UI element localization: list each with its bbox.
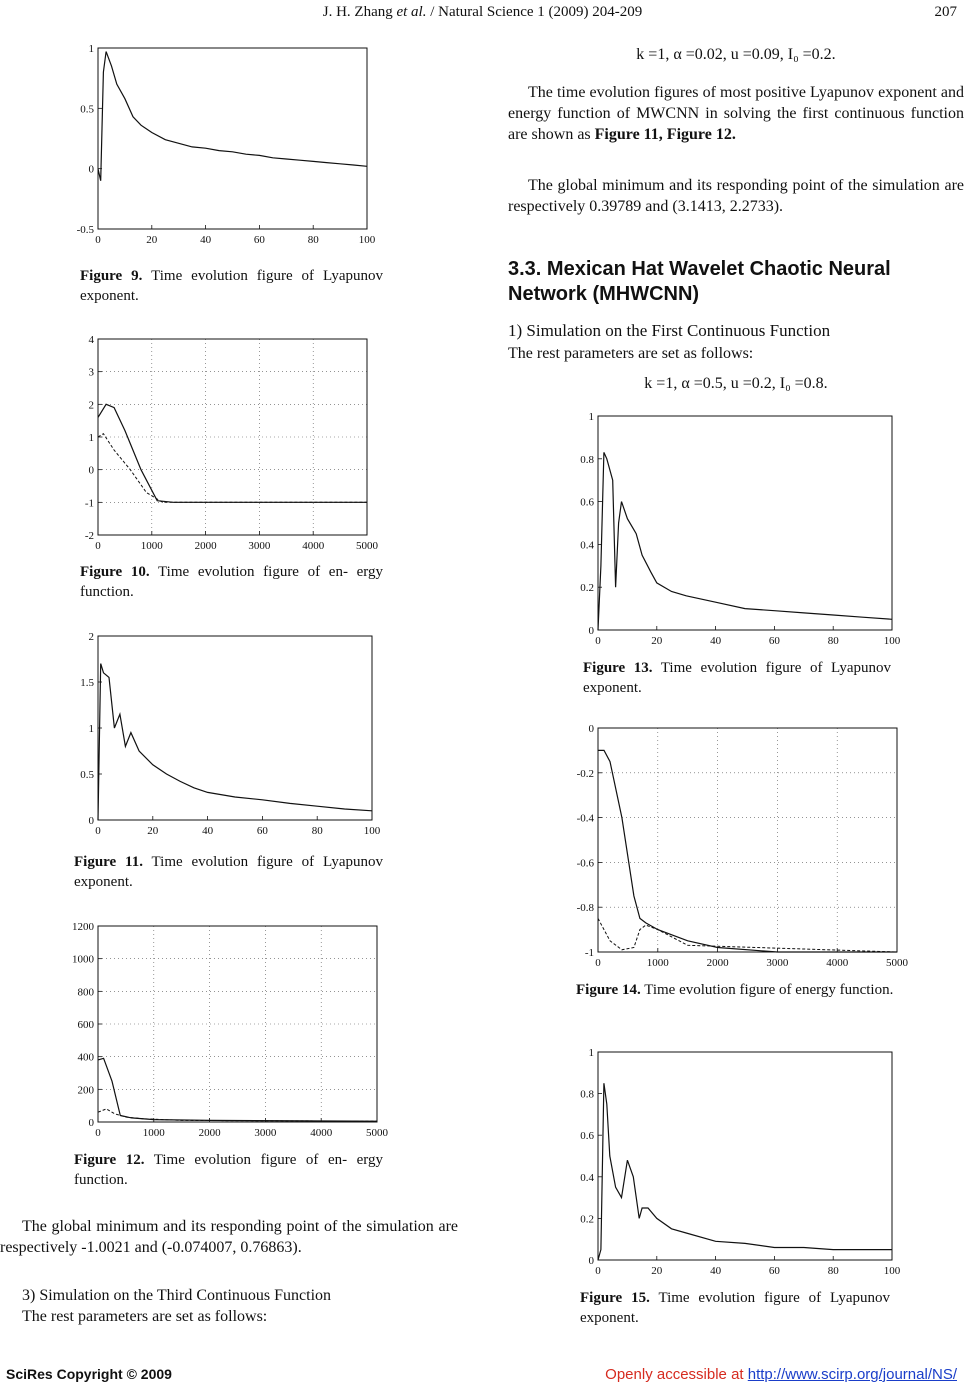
plot-frame	[598, 416, 892, 630]
y-tick-label: -1	[84, 497, 94, 510]
x-tick-label: 4000	[826, 957, 849, 969]
y-tick-label: 800	[77, 986, 94, 999]
figure-11-caption: Figure 11. Time evolution figure of Lyapunov exponent.	[74, 854, 383, 890]
y-tick-label: -0.8	[576, 902, 594, 915]
y-tick-label: -0.5	[76, 224, 94, 236]
y-tick-label: 0.2	[580, 1213, 594, 1226]
x-tick-label: 60	[256, 825, 268, 837]
x-tick-label: 3000	[766, 957, 789, 969]
x-tick-label: 5000	[356, 540, 378, 552]
y-tick-label: 1	[88, 432, 94, 444]
x-tick-label: 0	[595, 957, 601, 969]
series-line	[98, 52, 367, 181]
y-tick-label: 1	[88, 43, 94, 55]
x-tick-label: 20	[651, 635, 663, 647]
x-tick-label: 60	[768, 635, 780, 647]
y-tick-label: 1200	[72, 921, 94, 933]
y-tick-label: 1	[588, 411, 594, 423]
x-tick-label: 100	[363, 825, 381, 837]
x-tick-label: 20	[147, 825, 159, 837]
x-tick-label: 0	[95, 825, 101, 837]
x-tick-label: 40	[200, 234, 212, 246]
x-tick-label: 1000	[142, 1127, 165, 1139]
fig12-svg	[60, 920, 388, 1142]
y-tick-label: -0.6	[576, 857, 594, 870]
plot-frame	[98, 926, 377, 1122]
figure-14-chart	[560, 722, 908, 972]
figure-13-chart	[560, 410, 900, 650]
plot-frame	[598, 1052, 892, 1260]
fig11-svg	[60, 630, 380, 840]
y-tick-label: 400	[77, 1051, 94, 1064]
figure-11-chart	[60, 630, 380, 840]
para-third-function: 3) Simulation on the Third Continuous Function	[22, 1287, 332, 1304]
x-tick-label: 40	[710, 635, 722, 647]
para-right-global-minimum: The global minimum and its responding point of the simulation are respectively 0.39789 and (3.1413, 2.2733).	[508, 177, 964, 215]
journal-link[interactable]: http://www.scirp.org/journal/NS/	[747, 1366, 957, 1383]
x-tick-label: 20	[146, 234, 158, 246]
x-tick-label: 0	[595, 635, 601, 647]
series-line	[598, 918, 897, 952]
y-tick-label: 0	[88, 815, 94, 827]
x-tick-label: 40	[710, 1265, 722, 1277]
x-tick-label: 4000	[302, 540, 325, 552]
fig9-svg	[60, 42, 375, 249]
y-tick-label: -0.2	[576, 767, 594, 780]
series-line	[98, 1109, 377, 1121]
y-tick-label: 0.4	[580, 539, 594, 552]
y-tick-label: 2	[88, 399, 94, 412]
page-number: 207	[934, 4, 957, 20]
running-head: J. H. Zhang et al. / Natural Science 1 (2009) 204-209	[322, 4, 643, 20]
y-tick-label: 1	[88, 723, 94, 735]
figure-10-chart	[60, 333, 378, 555]
series-line	[598, 1083, 892, 1260]
y-tick-label: 4	[88, 334, 94, 346]
section-heading: 3.3. Mexican Hat Wavelet Chaotic Neural Network (MHWCNN)	[508, 258, 891, 305]
figure-9-caption: Figure 9. Time evolution figure of Lyapunov exponent.	[80, 268, 383, 304]
equation-params-1: k =1, α =0.02, u =0.09, I₀ =0.2.	[636, 46, 836, 63]
y-tick-label: 0	[588, 723, 594, 735]
x-tick-label: 5000	[886, 957, 908, 969]
y-tick-label: 600	[77, 1019, 94, 1031]
x-tick-label: 3000	[254, 1127, 277, 1139]
series-line	[98, 1058, 377, 1121]
y-tick-label: 0.5	[80, 103, 94, 116]
x-tick-label: 80	[827, 635, 839, 647]
x-tick-label: 1000	[646, 957, 669, 969]
x-tick-label: 2000	[706, 957, 729, 969]
series-line	[98, 664, 372, 820]
x-tick-label: 4000	[310, 1127, 333, 1139]
y-tick-label: 3	[88, 366, 94, 379]
y-tick-label: 0	[588, 1255, 594, 1267]
figure-9-chart	[60, 42, 375, 249]
x-tick-label: 0	[95, 234, 101, 246]
x-tick-label: 1000	[140, 540, 163, 552]
y-tick-label: -0.4	[576, 812, 594, 825]
y-tick-label: 200	[77, 1084, 94, 1097]
figure-12-caption: Figure 12. Time evolution figure of en- ergy function.	[74, 1152, 383, 1188]
x-tick-label: 100	[883, 635, 901, 647]
y-tick-label: 1000	[72, 953, 94, 966]
para-left-rest-params: The rest parameters are set as follows:	[22, 1308, 268, 1325]
series-line	[598, 452, 892, 630]
x-tick-label: 20	[651, 1265, 663, 1277]
x-tick-label: 3000	[248, 540, 271, 552]
series-line	[598, 750, 897, 952]
series-line	[98, 434, 367, 503]
y-tick-label: 0.5	[80, 769, 94, 781]
y-tick-label: 0.8	[580, 453, 594, 466]
y-tick-label: -1	[584, 947, 594, 959]
figure-12-chart	[60, 920, 388, 1142]
y-tick-label: 0.6	[580, 1130, 594, 1143]
series-line	[98, 404, 367, 502]
y-tick-label: 2	[88, 631, 94, 643]
figure-15-caption: Figure 15. Time evolution figure of Lyapunov exponent.	[580, 1290, 890, 1326]
y-tick-label: 1	[588, 1047, 594, 1059]
para-first-function: 1) Simulation on the First Continuous Function	[508, 321, 831, 340]
plot-frame	[98, 636, 372, 820]
figure-14-caption: Figure 14. Time evolution figure of energy function.	[576, 982, 894, 998]
y-tick-label: 1.5	[80, 677, 94, 689]
x-tick-label: 100	[358, 234, 376, 246]
y-tick-label: -2	[84, 530, 94, 542]
fig14-svg	[560, 722, 908, 972]
x-tick-label: 2000	[198, 1127, 221, 1139]
y-tick-label: 0.8	[580, 1088, 594, 1101]
figure-15-chart	[560, 1046, 900, 1280]
para-right-rest-params: The rest parameters are set as follows:	[508, 345, 754, 362]
x-tick-label: 0	[595, 1265, 601, 1277]
x-tick-label: 60	[253, 234, 265, 246]
x-tick-label: 40	[202, 825, 214, 837]
fig13-svg	[560, 410, 900, 650]
para-time-evolution: The time evolution figures of most positive Lyapunov exponent and energy function of MWCNN in solving the first continuous function are shown as Figure 11, Figure 12.	[508, 84, 964, 143]
fig10-svg	[60, 333, 378, 555]
plot-frame	[598, 728, 897, 952]
copyright-notice: SciRes Copyright © 2009	[6, 1366, 172, 1382]
y-tick-label: 0	[588, 625, 594, 637]
equation-params-2: k =1, α =0.5, u =0.2, I₀ =0.8.	[644, 375, 828, 392]
x-tick-label: 0	[95, 540, 101, 552]
figure-10-caption: Figure 10. Time evolution figure of en- ergy function.	[80, 564, 383, 600]
figure-13-caption: Figure 13. Time evolution figure of Lyapunov exponent.	[583, 660, 892, 696]
x-tick-label: 0	[95, 1127, 101, 1139]
y-tick-label: 0	[88, 1117, 94, 1129]
plot-frame	[98, 48, 367, 229]
y-tick-label: 0.4	[580, 1171, 594, 1184]
x-tick-label: 80	[311, 825, 323, 837]
y-tick-label: 0.2	[580, 582, 594, 595]
access-notice: Openly accessible at http://www.scirp.org/journal/NS/	[605, 1366, 957, 1383]
x-tick-label: 100	[883, 1265, 901, 1277]
x-tick-label: 80	[827, 1265, 839, 1277]
para-left-global-minimum: The global minimum and its responding point of the simulation are respectively -1.0021 and (-0.074007, 0.76863).	[0, 1218, 458, 1256]
fig15-svg	[560, 1046, 900, 1280]
x-tick-label: 5000	[366, 1127, 388, 1139]
x-tick-label: 60	[768, 1265, 780, 1277]
x-tick-label: 2000	[194, 540, 217, 552]
y-tick-label: 0	[88, 464, 94, 477]
y-tick-label: 0	[88, 163, 94, 176]
x-tick-label: 80	[307, 234, 319, 246]
y-tick-label: 0.6	[580, 496, 594, 509]
